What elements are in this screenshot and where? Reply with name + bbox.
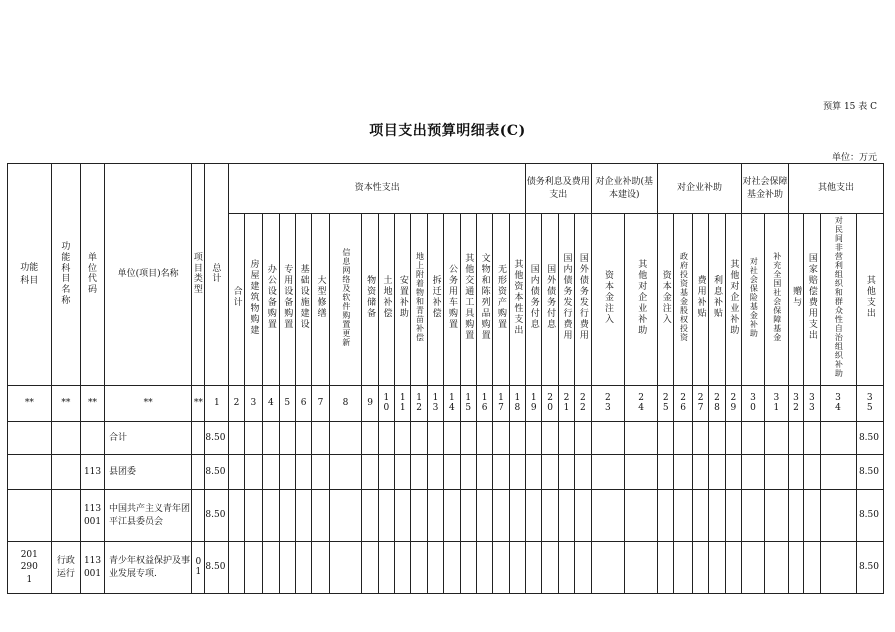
cell-empty <box>804 542 820 594</box>
cell-empty <box>709 542 725 594</box>
cell-empty <box>820 455 856 490</box>
cell-empty <box>625 542 658 594</box>
cell-empty <box>625 422 658 455</box>
table-row <box>8 542 884 594</box>
cell-empty <box>725 455 741 490</box>
cell-empty <box>263 422 279 455</box>
cell-func-name <box>51 455 80 490</box>
cell-empty <box>411 490 427 542</box>
header-col-15: 其他交通工具购置 <box>460 214 476 386</box>
header-col-32: 赠与 <box>788 214 803 386</box>
cell-empty <box>279 422 295 455</box>
cell-empty <box>411 542 427 594</box>
cell-empty <box>427 490 443 542</box>
cell-empty <box>725 422 741 455</box>
cell-empty <box>312 422 329 455</box>
cell-empty <box>692 455 708 490</box>
cell-empty <box>542 542 558 594</box>
cell-empty <box>725 542 741 594</box>
cell-empty <box>444 490 460 542</box>
cell-empty <box>591 422 625 455</box>
cell-empty <box>279 542 295 594</box>
cell-empty <box>329 490 362 542</box>
table-row <box>8 490 884 542</box>
cell-empty <box>444 455 460 490</box>
unit-label: 单位：万元 <box>831 153 877 163</box>
header-group-debt: 债务利息及费用支出 <box>526 164 591 214</box>
cell-empty <box>526 455 542 490</box>
header-row-numbers <box>8 386 884 422</box>
cell-func-name <box>51 422 80 455</box>
header-col-34: 对民间非营利组织和群众性自治组织补助 <box>820 214 856 386</box>
cell-empty <box>460 490 476 542</box>
num-col-34: 34 <box>820 386 856 422</box>
num-col-35: 35 <box>856 386 884 422</box>
num-col-33: 33 <box>804 386 820 422</box>
num-col-7: 7 <box>312 386 329 422</box>
cell-empty <box>444 422 460 455</box>
page-title: 项目支出预算明细表(C) <box>369 123 526 139</box>
cell-unit-code: 113001 <box>81 542 105 594</box>
cell-empty <box>295 455 311 490</box>
cell-empty <box>674 422 693 455</box>
cell-empty <box>709 422 725 455</box>
cell-empty <box>411 455 427 490</box>
cell-unit-code: 113001 <box>81 490 105 542</box>
cell-empty <box>509 422 525 455</box>
num-col-3: 3 <box>244 386 263 422</box>
num-unit-code: ** <box>81 386 105 422</box>
header-col-33: 国家赔偿费用支出 <box>804 214 820 386</box>
num-col-10: 10 <box>378 386 394 422</box>
cell-empty <box>764 542 788 594</box>
header-col-11: 安置补助 <box>395 214 411 386</box>
cell-unit-name: 青少年权益保护及事业发展专项. <box>105 542 192 594</box>
cell-empty <box>788 422 803 455</box>
cell-other-total: 8.50 <box>856 490 884 542</box>
num-col-5: 5 <box>279 386 295 422</box>
cell-empty <box>229 490 244 542</box>
num-col-21: 21 <box>558 386 574 422</box>
cell-func-code <box>8 455 52 490</box>
cell-empty <box>312 490 329 542</box>
cell-empty <box>591 455 625 490</box>
num-col-17: 17 <box>493 386 509 422</box>
cell-empty <box>279 455 295 490</box>
header-col-4: 办公设备购置 <box>263 214 279 386</box>
cell-unit-name: 县团委 <box>105 455 192 490</box>
cell-proj-type: 01 <box>192 542 205 594</box>
cell-empty <box>804 455 820 490</box>
cell-empty <box>575 542 591 594</box>
num-col-11: 11 <box>395 386 411 422</box>
num-proj-type: ** <box>192 386 205 422</box>
cell-empty <box>444 542 460 594</box>
header-col-13: 拆迁补偿 <box>427 214 443 386</box>
num-col-15: 15 <box>460 386 476 422</box>
cell-empty <box>820 490 856 542</box>
header-group-capital: 资本性支出 <box>229 164 526 214</box>
cell-empty <box>427 542 443 594</box>
cell-empty <box>329 542 362 594</box>
cell-empty <box>764 490 788 542</box>
cell-proj-type <box>192 422 205 455</box>
cell-empty <box>295 422 311 455</box>
header-unit-name: 单位(项目)名称 <box>105 164 192 386</box>
num-col-24: 24 <box>625 386 658 422</box>
cell-empty <box>788 542 803 594</box>
num-col-32: 32 <box>788 386 803 422</box>
cell-empty <box>362 490 378 542</box>
num-col-13: 13 <box>427 386 443 422</box>
cell-func-name <box>51 490 80 542</box>
cell-empty <box>692 542 708 594</box>
cell-empty <box>244 542 263 594</box>
cell-empty <box>591 490 625 542</box>
cell-empty <box>575 490 591 542</box>
header-func-name: 功能科目名称 <box>51 164 80 386</box>
cell-empty <box>804 490 820 542</box>
header-col-5: 专用设备购置 <box>279 214 295 386</box>
cell-empty <box>493 422 509 455</box>
cell-empty <box>742 455 765 490</box>
cell-other-total: 8.50 <box>856 542 884 594</box>
num-col-4: 4 <box>263 386 279 422</box>
num-col-26: 26 <box>674 386 693 422</box>
cell-empty <box>742 542 765 594</box>
header-col-8: 信息网络及软件购置更新 <box>329 214 362 386</box>
header-col-21: 国内债务发行费用 <box>558 214 574 386</box>
cell-empty <box>493 542 509 594</box>
cell-other-total: 8.50 <box>856 455 884 490</box>
cell-empty <box>804 422 820 455</box>
cell-total: 8.50 <box>205 490 229 542</box>
cell-empty <box>395 490 411 542</box>
cell-empty <box>460 455 476 490</box>
num-col-31: 31 <box>764 386 788 422</box>
cell-empty <box>378 455 394 490</box>
cell-empty <box>295 542 311 594</box>
cell-empty <box>542 422 558 455</box>
cell-empty <box>244 490 263 542</box>
cell-empty <box>460 542 476 594</box>
num-unit-name: ** <box>105 386 192 422</box>
cell-total: 8.50 <box>205 542 229 594</box>
cell-empty <box>575 422 591 455</box>
header-func-code: 功能科目 <box>8 164 52 386</box>
header-col-3: 房屋建筑物购建 <box>244 214 263 386</box>
num-col-16: 16 <box>476 386 492 422</box>
num-col-20: 20 <box>542 386 558 422</box>
num-col-14: 14 <box>444 386 460 422</box>
cell-empty <box>493 490 509 542</box>
cell-empty <box>362 422 378 455</box>
cell-empty <box>476 455 492 490</box>
header-col-2: 合计 <box>229 214 244 386</box>
cell-proj-type <box>192 455 205 490</box>
num-col-23: 23 <box>591 386 625 422</box>
header-group-ent: 对企业补助 <box>658 164 742 214</box>
cell-unit-code: 113 <box>81 455 105 490</box>
cell-empty <box>820 542 856 594</box>
header-col-20: 国外债务付息 <box>542 214 558 386</box>
cell-empty <box>658 490 674 542</box>
cell-empty <box>378 490 394 542</box>
cell-empty <box>658 455 674 490</box>
cell-func-code <box>8 422 52 455</box>
cell-empty <box>279 490 295 542</box>
cell-empty <box>229 455 244 490</box>
cell-empty <box>558 422 574 455</box>
num-func-code: ** <box>8 386 52 422</box>
header-col-24: 其他对企业补助 <box>625 214 658 386</box>
header-col-18: 其他资本性支出 <box>509 214 525 386</box>
cell-empty <box>575 455 591 490</box>
cell-empty <box>362 542 378 594</box>
num-total: 1 <box>205 386 229 422</box>
cell-empty <box>411 422 427 455</box>
cell-empty <box>395 422 411 455</box>
cell-empty <box>764 455 788 490</box>
cell-empty <box>625 455 658 490</box>
cell-empty <box>244 455 263 490</box>
cell-empty <box>312 455 329 490</box>
cell-empty <box>229 422 244 455</box>
cell-empty <box>526 422 542 455</box>
cell-empty <box>476 422 492 455</box>
cell-empty <box>509 455 525 490</box>
header-total: 总计 <box>205 164 229 386</box>
cell-empty <box>674 455 693 490</box>
header-col-26: 政府投资基金股权投资 <box>674 214 693 386</box>
cell-empty <box>427 422 443 455</box>
cell-empty <box>229 542 244 594</box>
header-col-31: 补充全国社会保障基金 <box>764 214 788 386</box>
header-col-27: 费用补贴 <box>692 214 708 386</box>
header-col-22: 国外债务发行费用 <box>575 214 591 386</box>
cell-empty <box>378 422 394 455</box>
table-row <box>8 455 884 490</box>
num-col-18: 18 <box>509 386 525 422</box>
header-col-7: 大型修缮 <box>312 214 329 386</box>
cell-empty <box>558 455 574 490</box>
cell-proj-type <box>192 490 205 542</box>
header-unit-code: 单位代码 <box>81 164 105 386</box>
budget-table <box>7 163 884 594</box>
cell-empty <box>263 490 279 542</box>
cell-empty <box>820 422 856 455</box>
cell-total: 8.50 <box>205 455 229 490</box>
header-col-29: 其他对企业补助 <box>725 214 741 386</box>
cell-empty <box>764 422 788 455</box>
cell-empty <box>509 490 525 542</box>
num-col-30: 30 <box>742 386 765 422</box>
cell-empty <box>312 542 329 594</box>
cell-func-code <box>8 490 52 542</box>
cell-empty <box>674 542 693 594</box>
num-col-12: 12 <box>411 386 427 422</box>
header-col-16: 文物和陈列品购置 <box>476 214 492 386</box>
header-col-35: 其他支出 <box>856 214 884 386</box>
cell-empty <box>476 542 492 594</box>
cell-empty <box>542 490 558 542</box>
cell-other-total: 8.50 <box>856 422 884 455</box>
header-row-groups <box>8 164 884 214</box>
cell-empty <box>378 542 394 594</box>
cell-empty <box>625 490 658 542</box>
num-func-name: ** <box>51 386 80 422</box>
num-col-28: 28 <box>709 386 725 422</box>
cell-empty <box>674 490 693 542</box>
cell-empty <box>526 490 542 542</box>
cell-empty <box>263 542 279 594</box>
header-group-ent-base: 对企业补助(基本建设) <box>591 164 658 214</box>
header-col-14: 公务用车购置 <box>444 214 460 386</box>
num-col-9: 9 <box>362 386 378 422</box>
cell-unit-name: 中国共产主义青年团平江县委员会 <box>105 490 192 542</box>
cell-empty <box>788 455 803 490</box>
cell-empty <box>526 542 542 594</box>
cell-empty <box>329 455 362 490</box>
cell-empty <box>692 490 708 542</box>
cell-total: 8.50 <box>205 422 229 455</box>
cell-empty <box>742 490 765 542</box>
cell-unit-name: 合计 <box>105 422 192 455</box>
header-col-19: 国内债务付息 <box>526 214 542 386</box>
header-col-17: 无形资产购置 <box>493 214 509 386</box>
num-col-2: 2 <box>229 386 244 422</box>
header-col-25: 资本金注入 <box>658 214 674 386</box>
cell-empty <box>395 542 411 594</box>
header-group-social: 对社会保障基金补助 <box>742 164 789 214</box>
header-col-12: 地上附着物和青苗补偿 <box>411 214 427 386</box>
cell-empty <box>476 490 492 542</box>
cell-empty <box>692 422 708 455</box>
num-col-22: 22 <box>575 386 591 422</box>
cell-empty <box>362 455 378 490</box>
header-col-23: 资本金注入 <box>591 214 625 386</box>
header-col-10: 土地补偿 <box>378 214 394 386</box>
cell-empty <box>788 490 803 542</box>
header-col-28: 利息补贴 <box>709 214 725 386</box>
cell-empty <box>558 490 574 542</box>
cell-empty <box>742 422 765 455</box>
cell-empty <box>395 455 411 490</box>
table-row <box>8 422 884 455</box>
cell-empty <box>427 455 443 490</box>
cell-empty <box>244 422 263 455</box>
cell-empty <box>725 490 741 542</box>
cell-empty <box>591 542 625 594</box>
cell-unit-code <box>81 422 105 455</box>
num-col-29: 29 <box>725 386 741 422</box>
header-group-other: 其他支出 <box>788 164 883 214</box>
cell-empty <box>329 422 362 455</box>
num-col-6: 6 <box>295 386 311 422</box>
num-col-19: 19 <box>526 386 542 422</box>
cell-empty <box>460 422 476 455</box>
header-col-6: 基础设施建设 <box>295 214 311 386</box>
cell-func-code: 2012901 <box>8 542 52 594</box>
cell-empty <box>493 455 509 490</box>
cell-empty <box>709 455 725 490</box>
num-col-25: 25 <box>658 386 674 422</box>
cell-func-name: 行政运行 <box>51 542 80 594</box>
header-proj-type: 项目类型 <box>192 164 205 386</box>
header-col-9: 物资储备 <box>362 214 378 386</box>
cell-empty <box>263 455 279 490</box>
cell-empty <box>658 422 674 455</box>
cell-empty <box>542 455 558 490</box>
cell-empty <box>295 490 311 542</box>
cell-empty <box>509 542 525 594</box>
num-col-27: 27 <box>692 386 708 422</box>
header-col-30: 对社会保险基金补助 <box>742 214 765 386</box>
table-code: 预算 15 表 C <box>823 102 877 112</box>
cell-empty <box>558 542 574 594</box>
cell-empty <box>658 542 674 594</box>
num-col-8: 8 <box>329 386 362 422</box>
cell-empty <box>709 490 725 542</box>
